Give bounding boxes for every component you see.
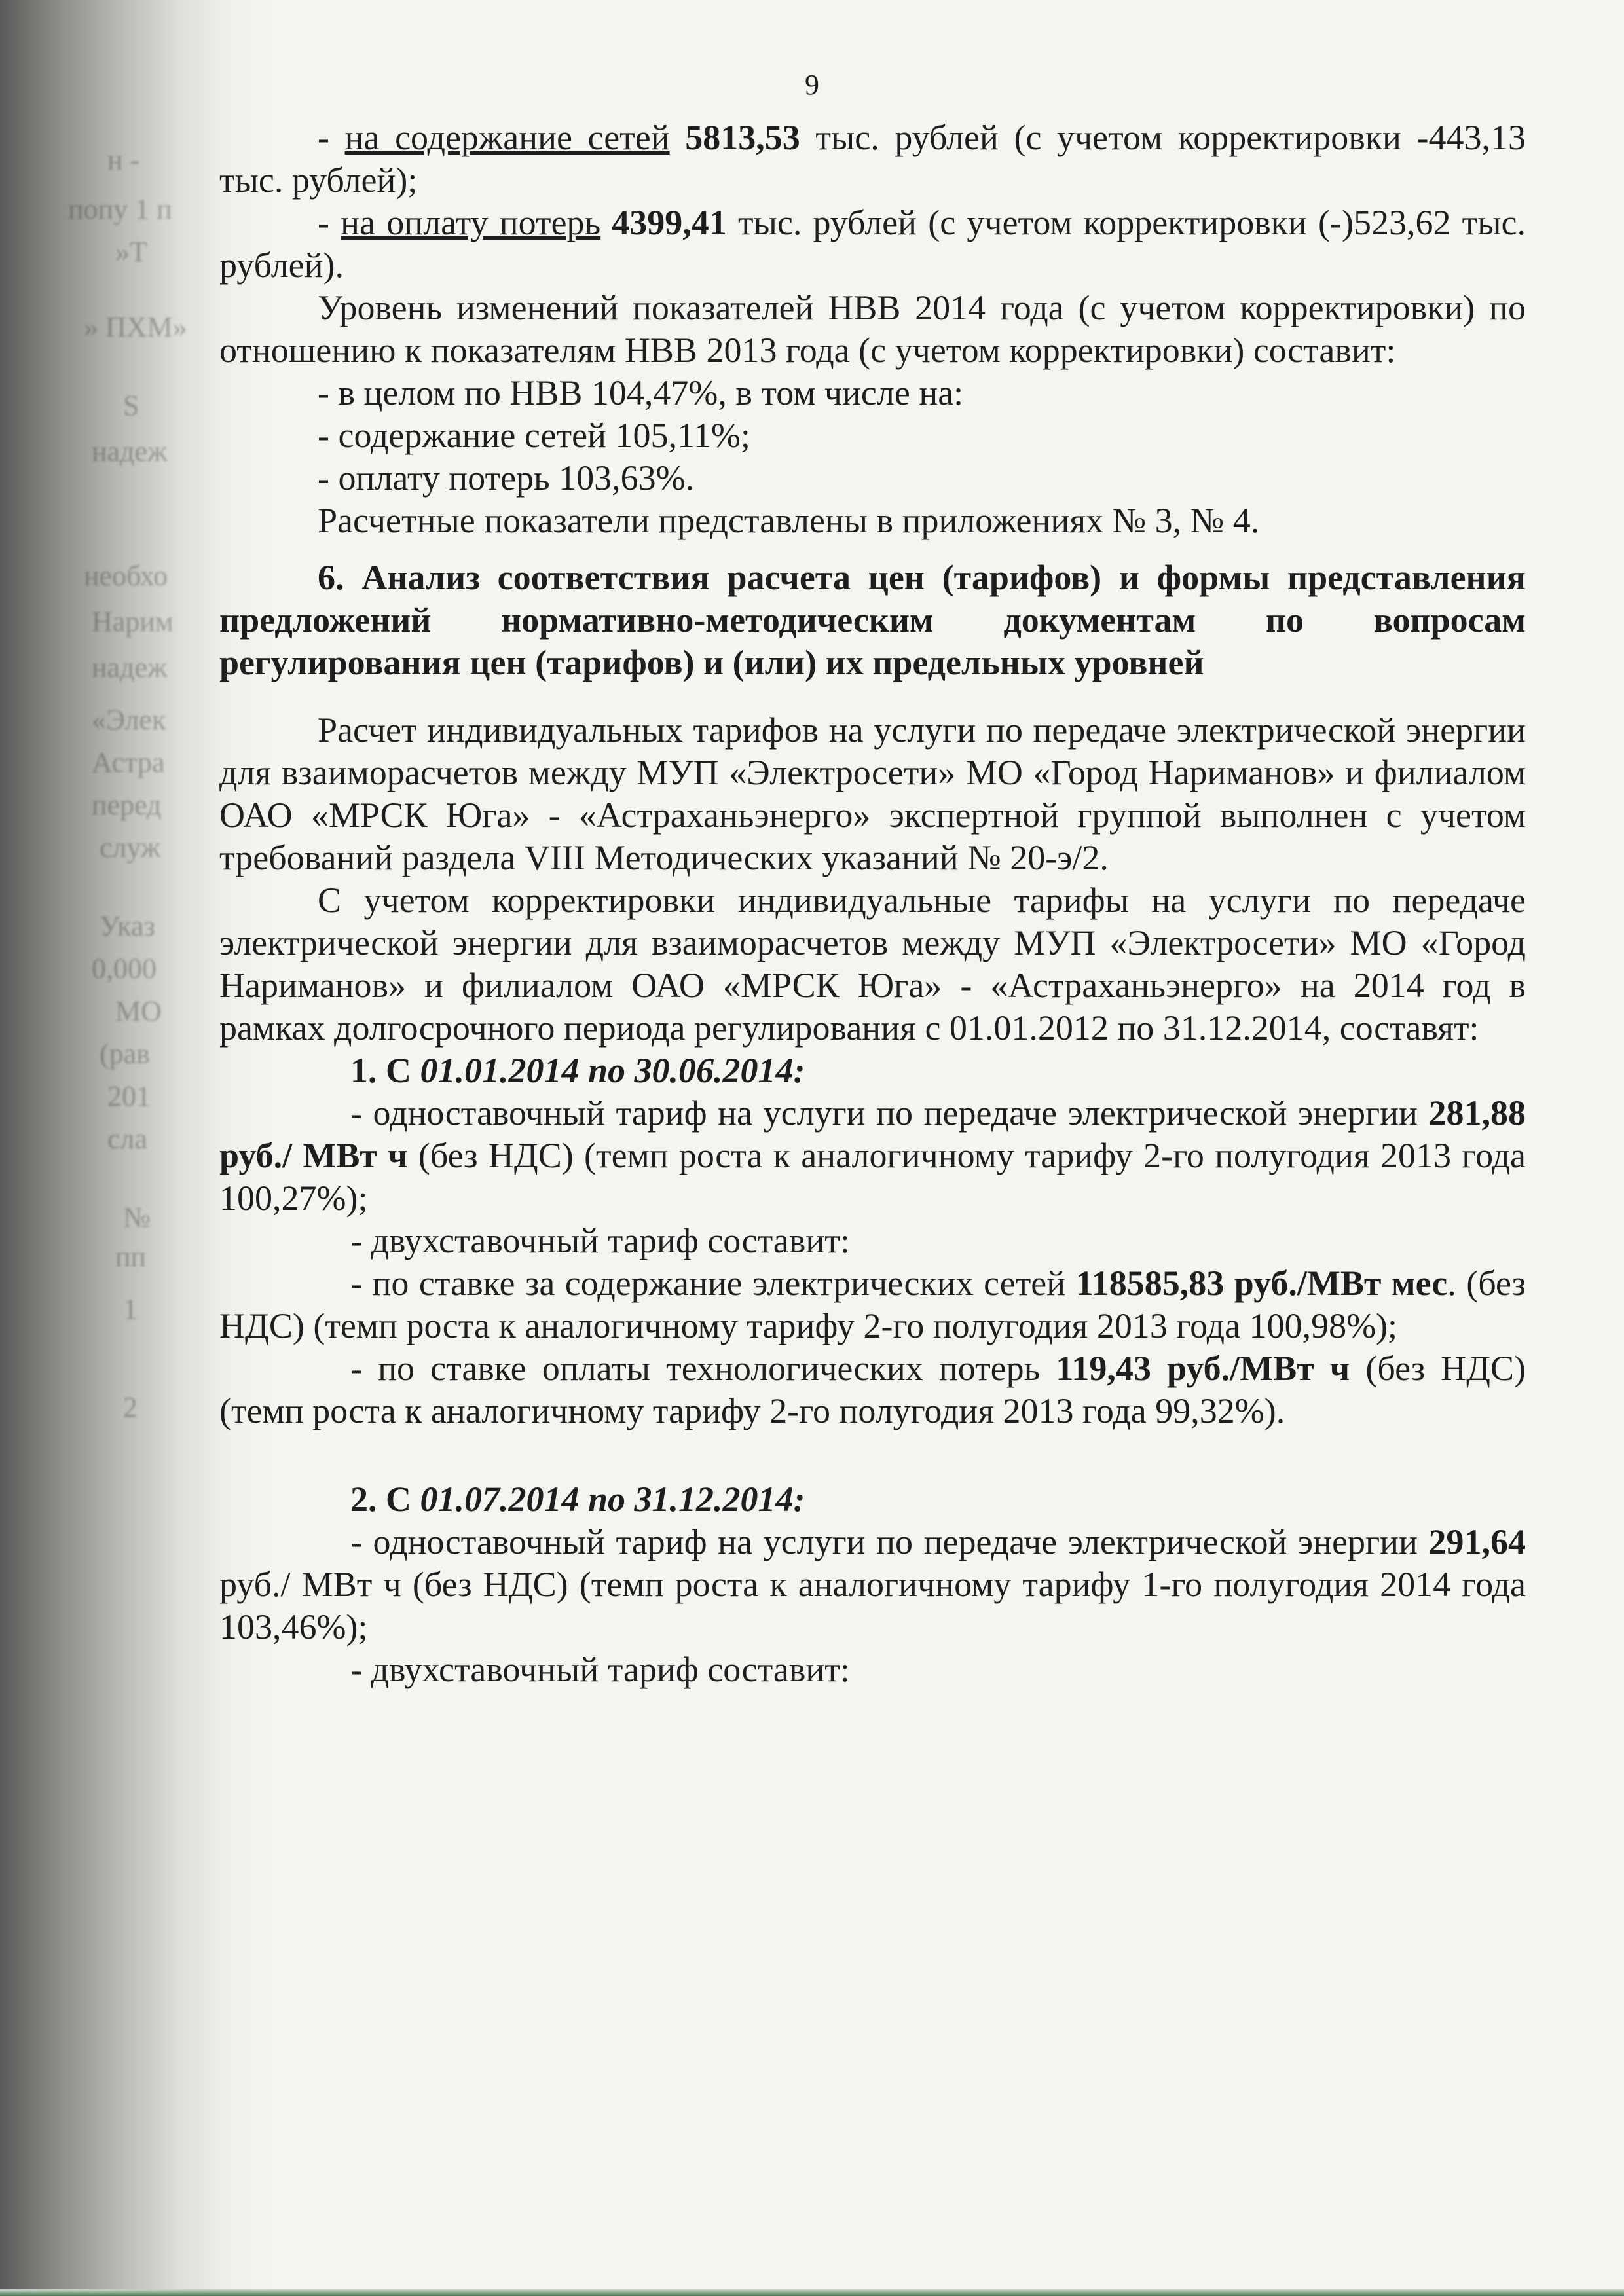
body-paragraph xyxy=(219,1649,1526,1691)
page-number: 9 xyxy=(805,69,819,101)
body-paragraph xyxy=(219,414,1526,457)
period-subheading xyxy=(219,1049,1526,1092)
ghost-line: 1 xyxy=(123,1293,138,1325)
ghost-line: МО xyxy=(115,995,162,1027)
ghost-line: пп xyxy=(115,1241,147,1273)
text-run: - в целом по НВВ 104,47%, в том числе на: xyxy=(318,373,964,412)
bold-value: 119,43 руб./МВт ч xyxy=(1056,1349,1350,1388)
text-run xyxy=(600,203,612,242)
section-heading xyxy=(219,556,1526,684)
italic-date: 01.01.2014 по 30.06.2014: xyxy=(420,1051,805,1090)
ghost-line: (рав xyxy=(100,1038,150,1070)
text-run: - одноставочный тариф на услуги по передаче электрической энергии xyxy=(350,1522,1429,1561)
bleed-through-margin-text xyxy=(0,0,216,2296)
text-run: - xyxy=(318,203,341,242)
underlined-term: на оплату потерь xyxy=(341,203,601,242)
ghost-line: »Т xyxy=(115,236,147,268)
paragraph-gap xyxy=(219,1432,1526,1478)
body-paragraph xyxy=(219,372,1526,414)
text-run: (без НДС) (темп роста к аналогичному тарифу 2-го полугодия 2013 года 99,32%). xyxy=(219,1349,1526,1430)
text-run xyxy=(670,118,686,157)
bold-value: 118585,83 руб./МВт мес xyxy=(1075,1264,1448,1303)
text-run: Расчетные показатели представлены в приложениях № 3, № 4. xyxy=(318,501,1260,540)
text-run: - по ставке за содержание электрических сетей xyxy=(350,1264,1076,1303)
text-run: (без НДС) (темп роста к аналогичному тарифу 2-го полугодия 2013 года 100,27%); xyxy=(219,1136,1526,1218)
body-paragraph xyxy=(219,1262,1526,1347)
ghost-line: » ПХМ» xyxy=(84,311,187,343)
ghost-line: № xyxy=(123,1201,151,1233)
bold-value: 4399,41 xyxy=(612,203,727,242)
bold-value: 5813,53 xyxy=(685,118,800,157)
ghost-line: служ xyxy=(100,831,161,864)
ghost-line: Астра xyxy=(92,746,165,778)
body-paragraph xyxy=(219,1220,1526,1262)
body-paragraph xyxy=(219,1347,1526,1432)
underlined-term: на содержание сетей xyxy=(344,118,670,157)
text-run: - одноставочный тариф на услуги по передаче электрической энергии xyxy=(350,1093,1429,1133)
bold-value: 281,88 руб./ МВт ч xyxy=(219,1093,1526,1175)
body-paragraph xyxy=(219,202,1526,287)
body-paragraph xyxy=(219,879,1526,1049)
ghost-line: надеж xyxy=(92,435,168,467)
text-run: - двухставочный тариф составит: xyxy=(350,1221,850,1260)
text-run: 1. С xyxy=(350,1051,420,1090)
ghost-line: попу 1 п xyxy=(68,193,172,225)
body-paragraph xyxy=(219,500,1526,542)
document-body xyxy=(219,117,1526,1691)
body-paragraph xyxy=(219,457,1526,500)
text-run: - xyxy=(318,118,345,157)
ghost-line: Нарим xyxy=(92,606,174,638)
text-run: - по ставке оплаты технологических потерь xyxy=(350,1349,1056,1388)
body-paragraph xyxy=(219,287,1526,372)
text-run: - содержание сетей 105,11%; xyxy=(318,416,750,455)
ghost-line: S xyxy=(123,390,139,422)
text-run: Уровень изменений показателей НВВ 2014 года (с учетом корректировки) по отношению к показателям НВВ 2013 года (с учетом корректировки) составит: xyxy=(219,288,1526,370)
text-run: Расчет индивидуальных тарифов на услуги по передаче электрической энергии для взаиморасчетов между МУП «Электросети» МО «Город Нариманов» и филиалом ОАО «МРСК Юга» - «Астраханьэнерго» экспертной группой выполнен с учетом требований раздела VIII Методических указаний № 20-э/2. xyxy=(219,710,1526,877)
ghost-line: Указ xyxy=(100,910,155,942)
ghost-line: н - xyxy=(107,144,140,176)
body-paragraph xyxy=(219,1521,1526,1649)
text-run: 2. С xyxy=(350,1480,420,1519)
text-run: 6. Анализ соответствия расчета цен (тарифов) и формы представления предложений нормативно-методическим документам по вопросам регулирования цен (тарифов) и (или) их предельных уровней xyxy=(219,558,1526,682)
body-paragraph xyxy=(219,709,1526,879)
ghost-line: 2 xyxy=(123,1391,138,1423)
text-run: тыс. рублей (с учетом корректировки (-)523,62 тыс. рублей). xyxy=(219,203,1526,285)
bold-value: 291,64 xyxy=(1428,1522,1526,1561)
italic-date: 01.07.2014 по 31.12.2014: xyxy=(420,1480,805,1519)
ghost-line: «Элек xyxy=(92,704,166,736)
scan-edge xyxy=(0,2289,1624,2296)
text-run: руб./ МВт ч (без НДС) (темп роста к аналогичному тарифу 1-го полугодия 2014 года 103,46%); xyxy=(219,1565,1526,1647)
ghost-line: 201 xyxy=(107,1080,151,1112)
text-run: тыс. рублей (с учетом корректировки -443,13 тыс. рублей); xyxy=(219,118,1526,200)
ghost-line: 0,000 xyxy=(92,953,157,985)
ghost-line: сла xyxy=(107,1123,148,1155)
body-paragraph xyxy=(219,117,1526,202)
ghost-line: необхо xyxy=(84,560,168,592)
text-run: - оплату потерь 103,63%. xyxy=(318,458,695,498)
period-subheading xyxy=(219,1478,1526,1521)
ghost-line: перед xyxy=(92,789,162,821)
body-paragraph xyxy=(219,1092,1526,1220)
text-run: С учетом корректировки индивидуальные тарифы на услуги по передаче электрической энергии для взаиморасчетов между МУП «Электросети» МО «Город Нариманов» и филиалом ОАО «МРСК Юга» - «Астраханьэнерго» на 2014 год в рамках долгосрочного периода регулирования с 01.01.2012 по 31.12.2014, составят: xyxy=(219,881,1526,1048)
text-run: - двухставочный тариф составит: xyxy=(350,1650,850,1689)
text-run: . (без НДС) (темп роста к аналогичному тарифу 2-го полугодия 2013 года 100,98%); xyxy=(219,1264,1526,1345)
ghost-line: надеж xyxy=(92,651,168,683)
